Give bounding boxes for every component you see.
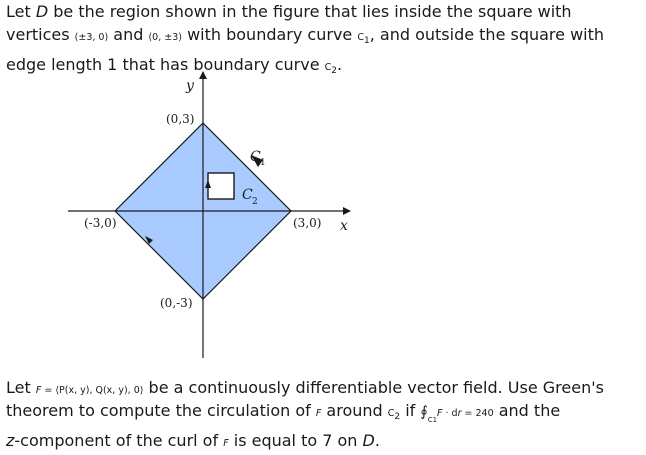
label-c2-subscript: 2: [252, 197, 258, 207]
line-integral: $∮_{C1}F$ · dr = 240: [420, 404, 494, 424]
x-axis-label: x: [340, 218, 348, 234]
question-line-2: theorem to compute the circulation of F around C2 if $∮_{C1}F$ · dr = 240 and the: [6, 401, 561, 424]
curve-c2-symbol: C2: [324, 62, 337, 76]
label-vertex-top: (0,3): [166, 112, 195, 126]
vertices-x: (±3, 0): [74, 32, 109, 43]
question-line-1: Let F = ⟨P(x, y), Q(x, y), 0⟩ be a continuously differentiable vector field. Use Green's: [6, 378, 604, 397]
vector-field-components: ⟨P(x, y), Q(x, y), 0⟩: [55, 385, 144, 396]
question-paragraph: [6, 376, 604, 455]
curve-c1-symbol: C1: [357, 32, 370, 46]
vertices-y: (0, ±3): [148, 32, 182, 43]
curve-c2-symbol-question: C2: [387, 408, 401, 422]
region-symbol: D: [35, 2, 49, 21]
inner-square-hole: [208, 173, 234, 199]
question-line-3: z-component of the curl of F is equal to 7 on D.: [6, 431, 380, 450]
label-c2: C: [242, 187, 253, 203]
label-vertex-bottom: (0,-3): [160, 296, 193, 310]
intro-line-3: edge length 1 that has boundary curve C2.: [6, 55, 343, 76]
intro-line-1: Let D be the region shown in the figure that lies inside the square with: [6, 2, 572, 21]
contour-integral-sign: ∮: [420, 404, 428, 420]
label-vertex-right: (3,0): [293, 216, 322, 230]
label-c1-subscript: 1: [260, 158, 266, 168]
label-c1: C: [250, 149, 261, 165]
y-axis-label: y: [186, 78, 194, 94]
label-vertex-left: (-3,0): [84, 216, 117, 230]
intro-line-2: vertices (±3, 0) and (0, ±3) with boundary curve C1, and outside the square with: [6, 25, 605, 46]
vector-f-symbol: F: [35, 385, 42, 396]
